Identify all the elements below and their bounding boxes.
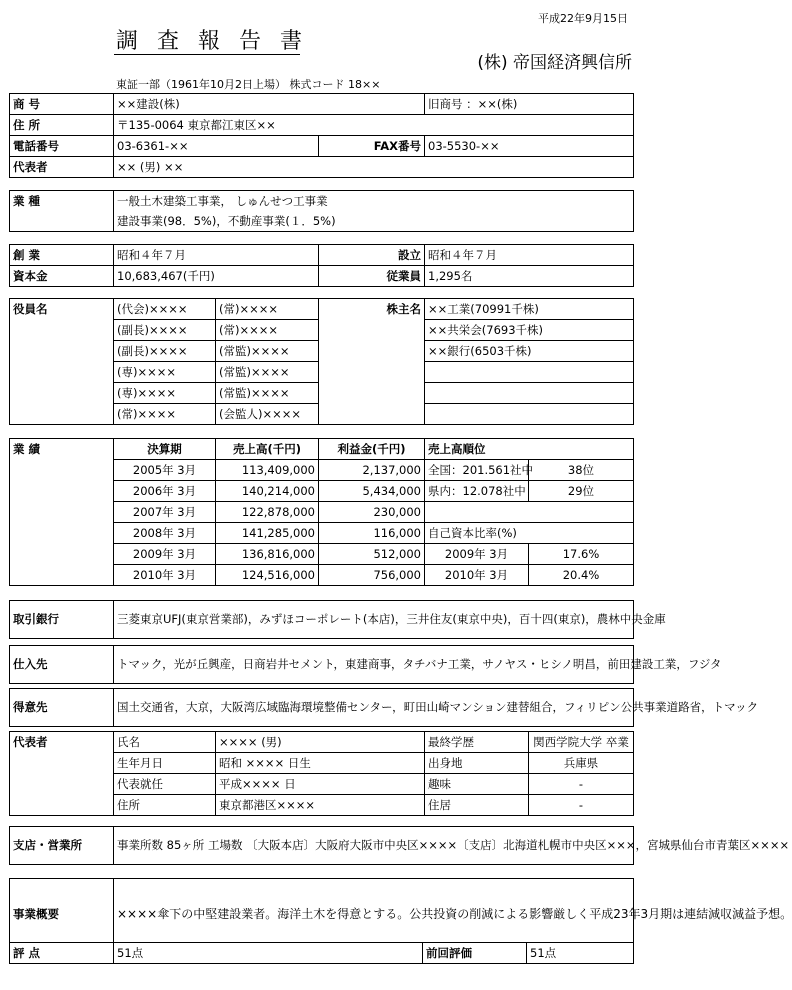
phone-label: 電話番号 bbox=[10, 136, 114, 157]
rep-residence: - bbox=[529, 795, 634, 816]
rep-birth-label: 生年月日 bbox=[114, 753, 216, 774]
col-header-period: 決算期 bbox=[114, 439, 216, 460]
officer-name: (代会)×××× bbox=[114, 299, 216, 320]
old-name: ：××(株) bbox=[466, 97, 518, 111]
employees-label: 従業員 bbox=[319, 266, 425, 287]
equity-value: 17.6% bbox=[529, 544, 634, 565]
old-name-cell bbox=[425, 94, 634, 115]
trade-name: ××建設(株) bbox=[114, 94, 425, 115]
col-header-profit: 利益金(千円) bbox=[319, 439, 425, 460]
period: 2007年 3月 bbox=[114, 502, 216, 523]
rep-residence-label: 住居 bbox=[425, 795, 529, 816]
rank-national-value: 38位 bbox=[529, 460, 634, 481]
rep-edu: 関西学院大学 卒業 bbox=[529, 732, 634, 753]
officer-name: (会監人)×××× bbox=[216, 404, 319, 425]
phone: 03-6361-×× bbox=[114, 136, 319, 157]
employees-value: 1,295名 bbox=[425, 266, 634, 287]
suppliers-value: トマック，光が丘興産，日商岩井セメント，東建商事，タチバナ工業，サノヤス・ヒシノ明昌，前田建設工業，フジタ bbox=[114, 646, 634, 684]
performance-row bbox=[10, 481, 634, 502]
officer-row bbox=[10, 341, 634, 362]
capital-label: 資本金 bbox=[10, 266, 114, 287]
trade-name-label: 商 号 bbox=[10, 94, 114, 115]
performance-row bbox=[10, 460, 634, 481]
shareholder-name: ××共栄会(7693千株) bbox=[425, 320, 634, 341]
officer-name: (専)×××× bbox=[114, 362, 216, 383]
profit: 512,000 bbox=[319, 544, 425, 565]
officer-name: (常監)×××× bbox=[216, 341, 319, 362]
suppliers-label: 仕入先 bbox=[10, 646, 114, 684]
fax-label: FAX番号 bbox=[319, 136, 425, 157]
sales: 122,878,000 bbox=[216, 502, 319, 523]
rank-pref-value: 29位 bbox=[529, 481, 634, 502]
sales: 136,816,000 bbox=[216, 544, 319, 565]
officer-name: (専)×××× bbox=[114, 383, 216, 404]
prev-rating-value: 51点 bbox=[527, 943, 634, 964]
officer-row bbox=[10, 383, 634, 404]
sales: 124,516,000 bbox=[216, 565, 319, 586]
performance-table bbox=[9, 438, 634, 586]
profit: 5,434,000 bbox=[319, 481, 425, 502]
customers-label: 得意先 bbox=[10, 689, 114, 727]
officer-name: (常)×××× bbox=[216, 320, 319, 341]
officer-row bbox=[10, 299, 634, 320]
performance-row bbox=[10, 502, 634, 523]
capital-value: 10,683,467(千円) bbox=[114, 266, 319, 287]
officer-row bbox=[10, 320, 634, 341]
rating-value: 51点 bbox=[114, 943, 423, 964]
banks-label: 取引銀行 bbox=[10, 601, 114, 639]
officer-name: (常)×××× bbox=[216, 299, 319, 320]
address-label: 住 所 bbox=[10, 115, 114, 136]
banks-value: 三菱東京UFJ(東京営業部)，みずほコーポレート(本店)，三井住友(東京中央)，百十四(東京)，農林中央金庫 bbox=[114, 601, 634, 639]
established-value: 昭和４年７月 bbox=[425, 245, 634, 266]
rep-hobby-label: 趣味 bbox=[425, 774, 529, 795]
representative-table bbox=[9, 731, 634, 816]
old-name-label: 旧商号 bbox=[428, 97, 463, 111]
representative-label: 代表者 bbox=[10, 732, 114, 753]
equity-period: 2010年 3月 bbox=[425, 565, 529, 586]
rank-pref: 県内：12.078社中 bbox=[425, 481, 529, 502]
col-header-sales: 売上高(千円) bbox=[216, 439, 319, 460]
officers-table bbox=[9, 298, 634, 425]
officer-name: (常監)×××× bbox=[216, 383, 319, 404]
officer-row bbox=[10, 404, 634, 425]
officer-name: (副長)×××× bbox=[114, 320, 216, 341]
rep: ×× (男) ×× bbox=[114, 157, 634, 178]
officer-name: (副長)×××× bbox=[114, 341, 216, 362]
founding-table bbox=[9, 244, 634, 287]
rep-name: ×××× (男) bbox=[216, 732, 425, 753]
officer-name: (常)×××× bbox=[114, 404, 216, 425]
established-label: 設立 bbox=[319, 245, 425, 266]
period: 2006年 3月 bbox=[114, 481, 216, 502]
sales: 141,285,000 bbox=[216, 523, 319, 544]
performance-row bbox=[10, 565, 634, 586]
summary-label: 事業概要 bbox=[10, 879, 114, 943]
performance-label: 業 績 bbox=[10, 439, 114, 460]
customers-table bbox=[9, 688, 759, 727]
profit: 756,000 bbox=[319, 565, 425, 586]
shareholder-name: ××銀行(6503千株) bbox=[425, 341, 634, 362]
shareholder-name: ××工業(70991千株) bbox=[425, 299, 634, 320]
period: 2008年 3月 bbox=[114, 523, 216, 544]
equity-period: 2009年 3月 bbox=[425, 544, 529, 565]
rep-address: 東京都港区×××× bbox=[216, 795, 425, 816]
branches-table bbox=[9, 826, 790, 865]
shareholders-label: 株主名 bbox=[319, 299, 425, 320]
basic-info-table bbox=[9, 93, 634, 178]
business-line-2: 建設事業(98．5%)，不動産事業(１．5%) bbox=[114, 211, 634, 232]
rank-national: 全国：201.561社中 bbox=[425, 460, 529, 481]
rep-appointed: 平成×××× 日 bbox=[216, 774, 425, 795]
business-line-1: 一般土木建築工事業， しゅんせつ工事業 bbox=[114, 191, 634, 212]
rep-origin: 兵庫県 bbox=[529, 753, 634, 774]
suppliers-table bbox=[9, 645, 722, 684]
period: 2005年 3月 bbox=[114, 460, 216, 481]
founding-label: 創 業 bbox=[10, 245, 114, 266]
fax: 03-5530-×× bbox=[425, 136, 634, 157]
rep-appointed-label: 代表就任 bbox=[114, 774, 216, 795]
officers-label: 役員名 bbox=[10, 299, 114, 320]
period: 2009年 3月 bbox=[114, 544, 216, 565]
rep-edu-label: 最終学歴 bbox=[425, 732, 529, 753]
sales: 140,214,000 bbox=[216, 481, 319, 502]
banks-table bbox=[9, 600, 666, 639]
officer-name: (常監)×××× bbox=[216, 362, 319, 383]
rep-address-label: 住所 bbox=[114, 795, 216, 816]
report-date: 平成22年9月15日 bbox=[538, 12, 628, 25]
summary-value: ××××傘下の中堅建設業者。海洋土木を得意とする。公共投資の削減による影響厳しく平成23年3月期は連結減収減益予想。 bbox=[114, 879, 634, 943]
rep-name-label: 氏名 bbox=[114, 732, 216, 753]
equity-value: 20.4% bbox=[529, 565, 634, 586]
business-label: 業 種 bbox=[10, 191, 114, 212]
performance-row bbox=[10, 523, 634, 544]
title-underline bbox=[114, 54, 300, 55]
profit: 230,000 bbox=[319, 502, 425, 523]
profit: 2,137,000 bbox=[319, 460, 425, 481]
rating-label: 評 点 bbox=[10, 943, 114, 964]
listing-info: 東証一部（1961年10月2日上場） 株式コード 18×× bbox=[116, 78, 381, 91]
officer-row bbox=[10, 362, 634, 383]
prev-rating-label: 前回評価 bbox=[423, 943, 527, 964]
business-table bbox=[9, 190, 634, 232]
founding-value: 昭和４年７月 bbox=[114, 245, 319, 266]
rep-hobby: - bbox=[529, 774, 634, 795]
report-title: 調 査 報 告 書 bbox=[116, 29, 308, 54]
summary-table bbox=[9, 878, 792, 964]
rep-label: 代表者 bbox=[10, 157, 114, 178]
period: 2010年 3月 bbox=[114, 565, 216, 586]
equity-ratio-label: 自己資本比率(%) bbox=[425, 523, 634, 544]
profit: 116,000 bbox=[319, 523, 425, 544]
performance-header-row bbox=[10, 439, 634, 460]
performance-row bbox=[10, 544, 634, 565]
address: 〒135-0064 東京都江東区×× bbox=[114, 115, 634, 136]
branches-value: 事業所数 85ヶ所 工場数 〔大阪本店〕大阪府大阪市中央区××××〔支店〕北海道札幌市中央区×××，宮城県仙台市青葉区×××× bbox=[114, 827, 634, 865]
rep-birth: 昭和 ×××× 日生 bbox=[216, 753, 425, 774]
issuer-company: (株) 帝国経済興信所 bbox=[477, 53, 632, 73]
customers-value: 国土交通省，大京，大阪湾広域臨海環境整備センター，町田山崎マンション建替組合，フィリピン公共事業道路省，トマック bbox=[114, 689, 634, 727]
rep-origin-label: 出身地 bbox=[425, 753, 529, 774]
col-header-rank: 売上高順位 bbox=[425, 439, 634, 460]
sales: 113,409,000 bbox=[216, 460, 319, 481]
branches-label: 支店・営業所 bbox=[10, 827, 114, 865]
